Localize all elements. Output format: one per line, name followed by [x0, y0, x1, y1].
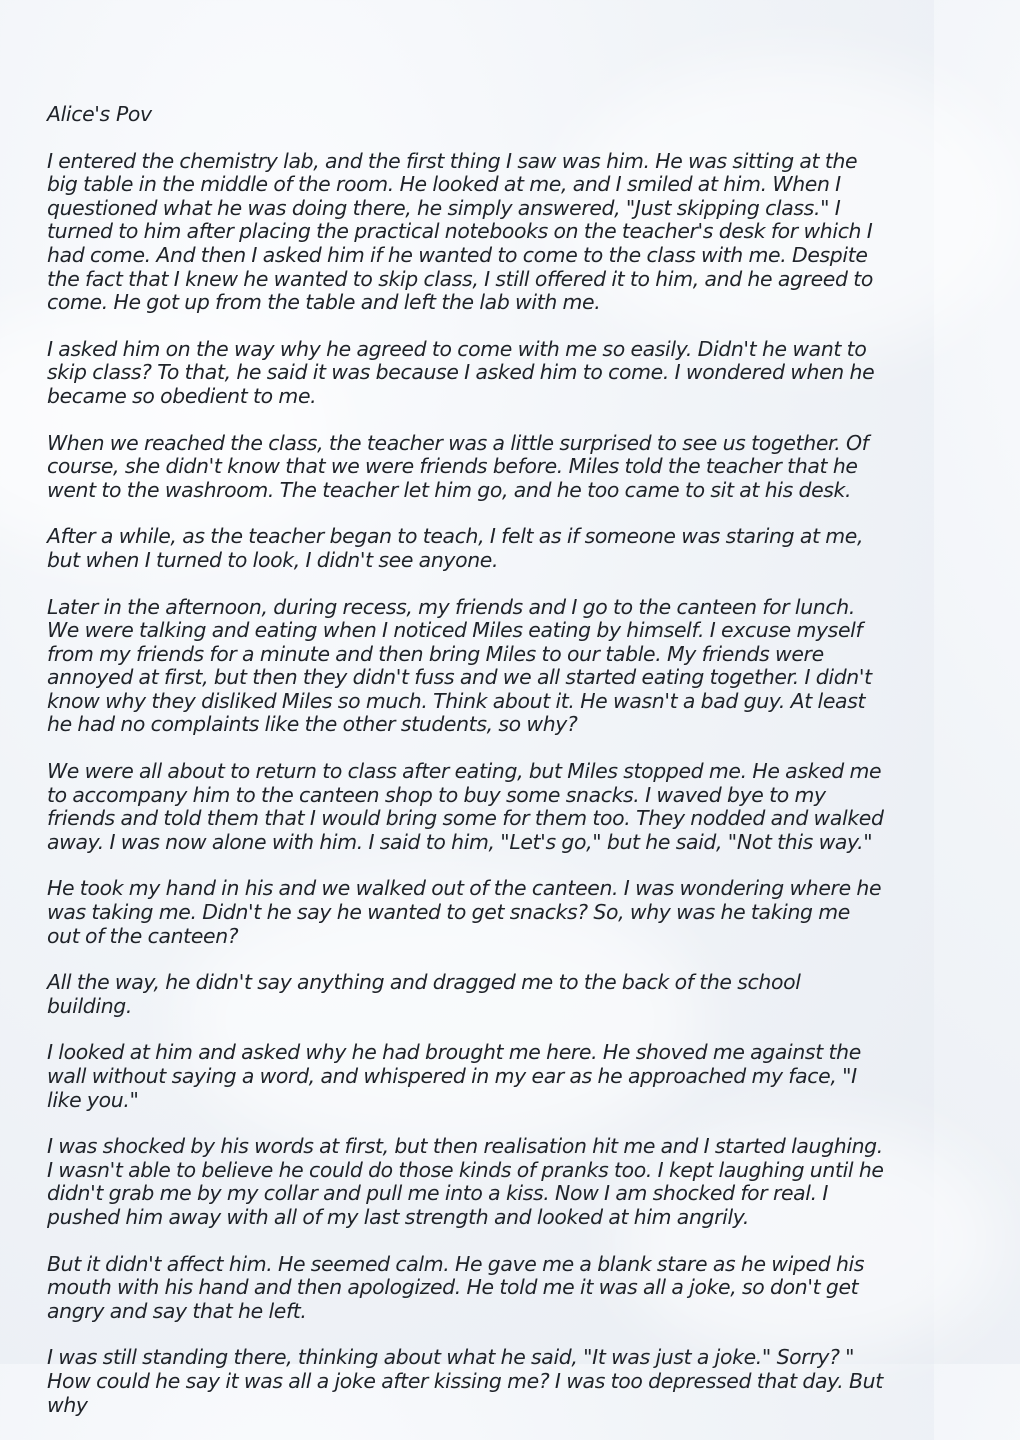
- story-page: [47, 103, 887, 1440]
- story-paragraph: Later in the afternoon, during recess, my friends and I go to the canteen for lunch. We were talking and eating when I noticed Miles eating by himself. I excuse myself from my friends for a minute and then bring Miles to our table. My friends were annoyed at first, but then they didn't fuss and we all started eating together. I didn't know why they disliked Miles so much. Think about it. He wasn't a bad guy. At least he had no complaints like the other students, so why?: [47, 594, 872, 737]
- story-paragraph: All the way, he didn't say anything and dragged me to the back of the school building.: [47, 970, 801, 1018]
- story-paragraph: I looked at him and asked why he had brought me here. He shoved me against the wall without saying a word, and whispered in my ear as he approached my face, "I like you.": [47, 1040, 861, 1112]
- story-paragraph: I asked him on the way why he agreed to come with me so easily. Didn't he want to skip class? To that, he said it was because I asked him to come. I wondered when he became so obedient to me.: [47, 336, 875, 408]
- story-paragraph: When we reached the class, the teacher was a little surprised to see us together. Of course, she didn't know that we were friends before. Miles told the teacher that he went to the washroom. The teacher let him go, and he too came to sit at his desk.: [47, 430, 869, 502]
- story-paragraph: After a while, as the teacher began to teach, I felt as if someone was staring at me, but when I turned to look, I didn't see anyone.: [47, 524, 864, 572]
- story-paragraph: But it didn't affect him. He seemed calm. He gave me a blank stare as he wiped his mouth with his hand and then apologized. He told me it was all a joke, so don't get angry and say that he left.: [47, 1251, 865, 1323]
- story-paragraph: I entered the chemistry lab, and the first thing I saw was him. He was sitting at the big table in the middle of the room. He looked at me, and I smiled at him. When I questioned what he was doing there, he simply answered, "Just skipping class." I turned to him after placing the practical notebooks on the teacher's desk for which I had come. And then I asked him if he wanted to come to the class with me. Despite the fact that I knew he wanted to skip class, I still offered it to him, and he agreed to come. He got up from the table and left the lab with me.: [47, 148, 873, 315]
- pov-heading: Alice's Pov: [47, 102, 152, 126]
- story-paragraph: I was shocked by his words at first, but then realisation hit me and I started laughing. I wasn't able to believe he could do those kinds of pranks too. I kept laughing until he didn't grab me by my collar and pull me into a kiss. Now I am shocked for real. I pushed him away with all of my last strength and looked at him angrily.: [47, 1134, 884, 1229]
- story-paragraph: He took my hand in his and we walked out of the canteen. I was wondering where he was taking me. Didn't he say he wanted to get snacks? So, why was he taking me out of the canteen?: [47, 876, 882, 948]
- story-paragraph: We were all about to return to class after eating, but Miles stopped me. He asked me to accompany him to the canteen shop to buy some snacks. I waved bye to my friends and told them that I would bring some for them too. They nodded and walked away. I was now alone with him. I said to him, "Let's go," but he said, "Not this way.": [47, 759, 884, 854]
- story-paragraph: I was still standing there, thinking about what he said, "It was just a joke." Sorry? " How could he say it was all a joke after kissing me? I was too depressed that day. But why: [47, 1345, 883, 1417]
